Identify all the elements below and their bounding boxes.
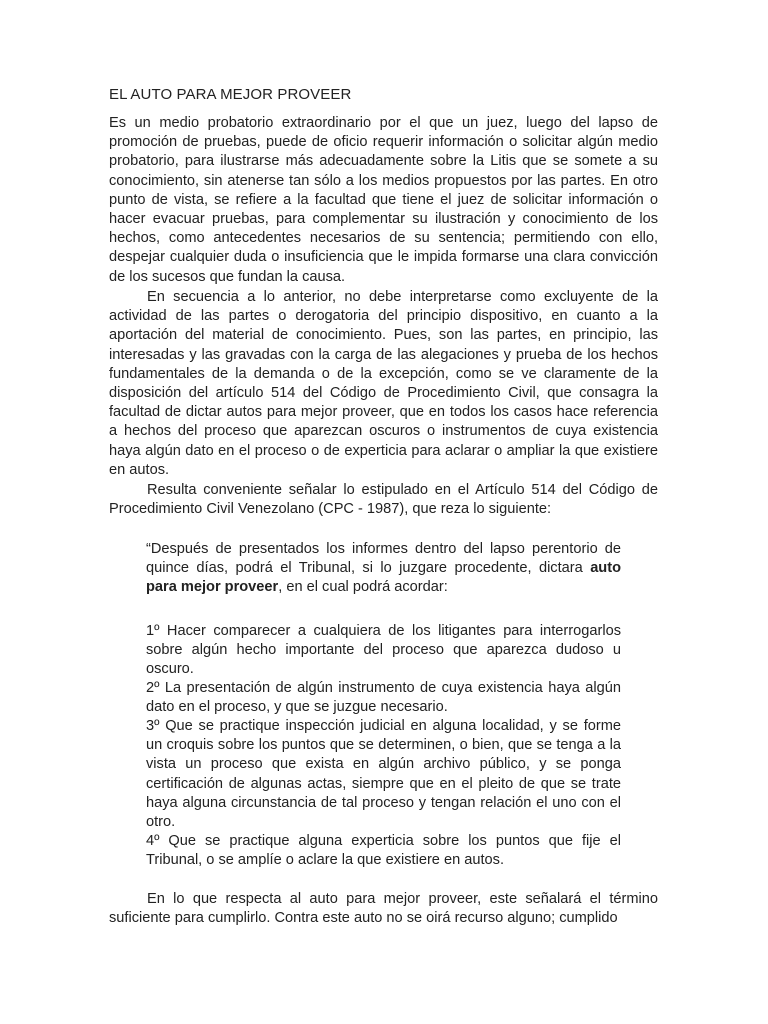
quote-intro-bold: auto para mejor proveer [146, 560, 621, 596]
document-title: EL AUTO PARA MEJOR PROVEER [109, 86, 352, 103]
quote-item-3: 3º Que se practique inspección judicial en alguna localidad, y se forme un croquis sobre los puntos que se determinen, o bien, que se tenga a la vista un proceso que exista en algún archivo público, y se ponga certificación de algunas actas, siempre que en el pleito de que se trate haya alguna circunstancia de tal proceso y tengan relación el uno con el otro. [146, 718, 621, 831]
quote-item-4: 4º Que se practique alguna experticia sobre los puntos que fije el Tribunal, o se amplíe o aclare la que existiere en autos. [146, 833, 621, 869]
quote-intro-text: “Después de presentados los informes dentro del lapso perentorio de quince días, podrá el Tribunal, si lo juzgare procedente, dictara [146, 541, 621, 577]
quote-intro [146, 540, 621, 598]
paragraph-sequence: En secuencia a lo anterior, no debe interpretarse como excluyente de la actividad de las partes o derogatoria del principio dispositivo, en cuanto a la aportación del material de conocimiento. Pues, son las partes, en principio, las interesadas y las gravadas con la carga de las alegaciones y prueba de los hechos fundamentales de la demanda o de la excepción, como se ve claramente de la disposición del artículo 514 del Código de Procedimiento Civil, que consagra la facultad de dictar autos para mejor proveer, que en todos los casos hace referencia a hechos del proceso que aparezcan oscuros o instrumentos de cuya existencia haya algún dato en el proceso o de experticia para aclarar o ampliar la que existiere en autos. [109, 289, 658, 478]
quote-item-1: 1º Hacer comparecer a cualquiera de los litigantes para interrogarlos sobre algún hecho importante del proceso que aparezca dudoso u oscuro. [146, 623, 621, 678]
paragraph-term: En lo que respecta al auto para mejor proveer, este señalará el término suficiente para cumplirlo. Contra este auto no se oirá recurso alguno; cumplido [109, 891, 658, 927]
quote-item-2: 2º La presentación de algún instrumento de cuya existencia haya algún dato en el proceso, y que se juzgue necesario. [146, 680, 621, 716]
quote-intro-end: , en el cual podrá acordar: [278, 579, 448, 596]
paragraph-definition: Es un medio probatorio extraordinario por el que un juez, luego del lapso de promoción de pruebas, puede de oficio requerir información o solicitar algún medio probatorio, para ilustrarse más adecuadamente sobre la Litis que se somete a su conocimiento, sin atenerse tan sólo a los medios propuestos por las partes. En otro punto de vista, se refiere a la facultad que tiene el juez de solicitar información o hacer evacuar pruebas, para complementar su ilustración y conocimiento de los hechos, como antecedentes necesarios de su sentencia; permitiendo con ello, despejar cualquier duda o insuficiencia que le impida formarse una clara convicción de los sucesos que fundan la causa. [109, 115, 658, 285]
paragraph-article-intro: Resulta conveniente señalar lo estipulado en el Artículo 514 del Código de Procedimiento Civil Venezolano (CPC - 1987), que reza lo siguiente: [109, 482, 658, 518]
